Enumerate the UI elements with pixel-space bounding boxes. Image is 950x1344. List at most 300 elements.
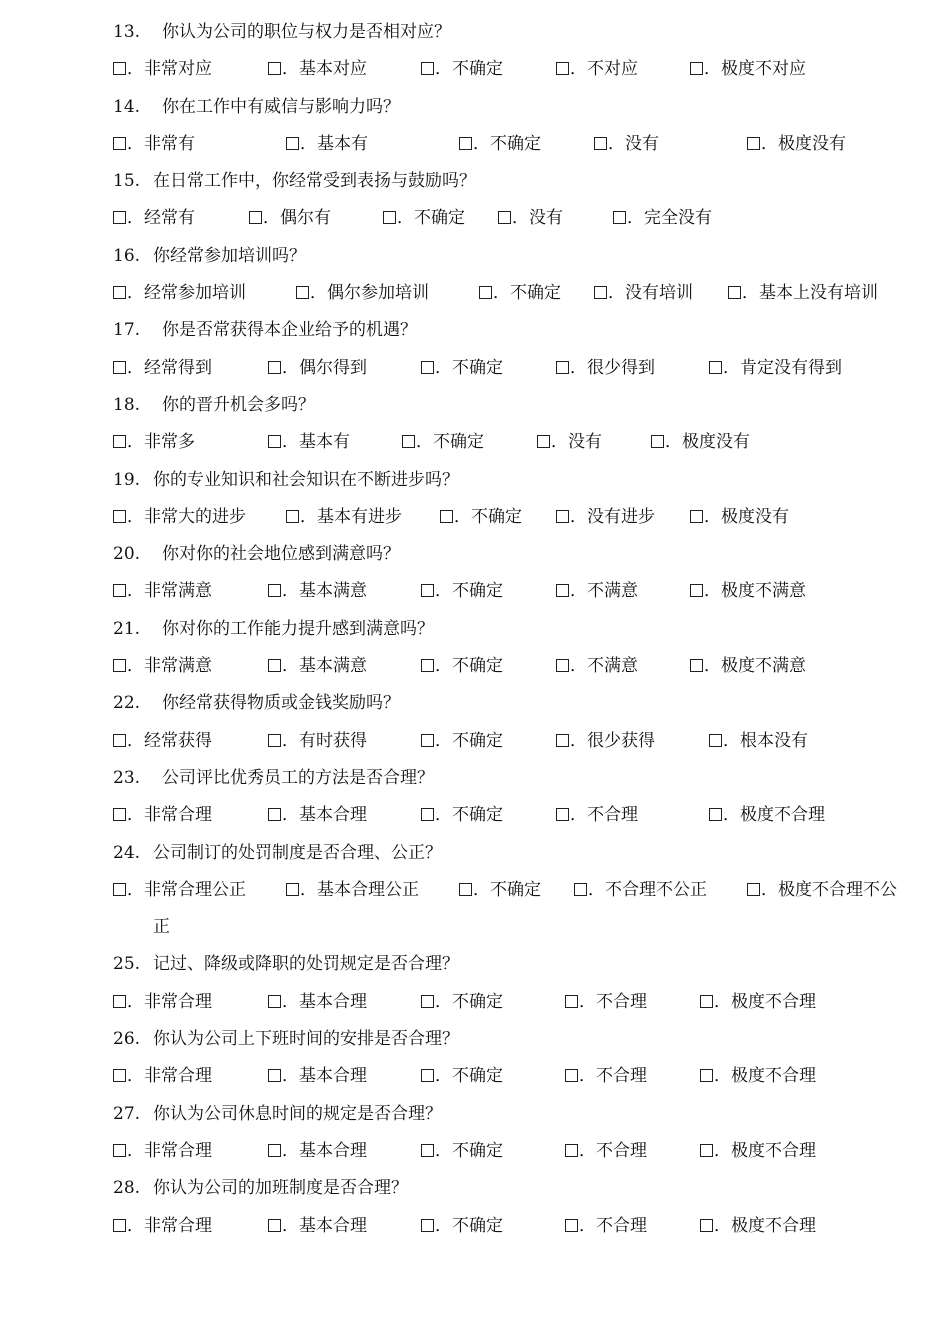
answer-option[interactable] [537,424,602,461]
checkbox[interactable] [268,808,281,821]
answer-option[interactable] [556,350,655,387]
answer-option[interactable] [113,648,212,685]
answer-option[interactable] [286,126,368,163]
option-label: 偶尔得到 [299,357,367,378]
option-separator: ． [435,1066,452,1087]
checkbox[interactable] [747,137,760,150]
option-label: 极度不合理 [740,805,825,826]
options-row [113,350,923,387]
option-label: 肯定没有得到 [740,357,842,378]
answer-option[interactable] [479,275,561,312]
answer-option[interactable] [113,872,246,909]
option-label: 极度没有 [778,133,846,154]
answer-option[interactable] [421,573,503,610]
option-separator: ． [127,1140,144,1161]
answer-option[interactable] [268,1058,367,1095]
checkbox[interactable] [556,734,569,747]
question-28 [113,1170,923,1207]
option-label: 经常得到 [144,357,212,378]
answer-option[interactable] [709,797,825,834]
checkbox[interactable] [421,1069,434,1082]
answer-option[interactable] [556,648,638,685]
option-label: 不确定 [510,283,561,304]
option-separator: ． [127,208,144,229]
answer-option[interactable] [690,51,806,88]
option-label: 不合理 [596,1140,647,1161]
option-label: 基本对应 [299,59,367,80]
checkbox[interactable] [556,808,569,821]
option-separator: ． [127,283,144,304]
question-number: 25. [113,954,141,975]
option-separator: ． [570,656,587,677]
answer-option[interactable] [421,648,503,685]
checkbox[interactable] [459,137,472,150]
option-separator: ． [310,283,327,304]
option-label: 极度不满意 [721,581,806,602]
answer-option[interactable] [113,424,195,461]
checkbox[interactable] [296,286,309,299]
checkbox[interactable] [268,1144,281,1157]
answer-option[interactable] [421,350,503,387]
option-separator: ． [435,1215,452,1236]
answer-option[interactable] [709,723,808,760]
answer-option[interactable] [700,984,816,1021]
option-label: 不合理 [596,1066,647,1087]
options-row [113,984,923,1021]
question-text: 你在工作中有威信与影响力吗？ [162,96,400,117]
answer-option[interactable] [421,984,503,1021]
option-separator: ． [608,283,625,304]
question-text: 你经常获得物质或金钱奖励吗？ [162,693,400,714]
option-separator: ． [570,805,587,826]
question-20 [113,536,923,573]
checkbox[interactable] [113,1219,126,1232]
checkbox[interactable] [651,435,664,448]
option-label: 不对应 [587,59,638,80]
answer-option[interactable] [440,499,522,536]
option-separator: ． [435,656,452,677]
answer-option[interactable] [556,51,638,88]
question-number: 22. [113,693,141,714]
answer-option[interactable] [459,126,541,163]
question-text: 记过、降级或降职的处罚规定是否合理？ [153,954,459,975]
checkbox[interactable] [113,137,126,150]
option-separator: ． [723,730,740,751]
answer-option[interactable] [556,723,655,760]
option-separator: ． [579,991,596,1012]
checkbox[interactable] [113,1069,126,1082]
checkbox[interactable] [268,62,281,75]
answer-option[interactable] [574,872,707,909]
answer-option[interactable] [268,424,350,461]
answer-option[interactable] [296,275,429,312]
option-separator: ． [723,805,740,826]
question-text: 你经常参加培训吗？ [153,245,306,266]
answer-option[interactable] [690,499,789,536]
checkbox[interactable] [556,659,569,672]
answer-option[interactable] [268,350,367,387]
option-separator: ． [570,357,587,378]
option-label: 不合理 [596,1215,647,1236]
option-separator: ． [282,805,299,826]
answer-option[interactable] [113,723,212,760]
checkbox[interactable] [402,435,415,448]
checkbox[interactable] [268,995,281,1008]
option-label: 基本有进步 [317,506,402,527]
option-separator: ． [570,730,587,751]
checkbox[interactable] [421,659,434,672]
answer-option[interactable] [113,350,212,387]
checkbox[interactable] [268,1069,281,1082]
option-label: 不合理 [587,805,638,826]
answer-option[interactable] [268,573,367,610]
checkbox[interactable] [537,435,550,448]
question-number: 23. [113,767,141,788]
answer-option[interactable] [700,1058,816,1095]
question-21 [113,611,923,648]
option-label: 没有进步 [587,506,655,527]
option-separator: ． [263,208,280,229]
option-separator: ． [127,879,144,900]
option-separator: ． [300,133,317,154]
checkbox[interactable] [113,995,126,1008]
option-label-continuation: 正 [153,917,170,938]
options-row [113,499,923,536]
answer-option[interactable] [113,51,212,88]
checkbox[interactable] [113,435,126,448]
checkbox[interactable] [113,361,126,374]
checkbox[interactable] [113,659,126,672]
checkbox[interactable] [556,510,569,523]
option-label: 不确定 [452,1140,503,1161]
option-separator: ． [127,357,144,378]
option-label: 不满意 [587,581,638,602]
checkbox[interactable] [565,1069,578,1082]
answer-option[interactable] [268,1208,367,1245]
answer-option[interactable] [565,984,647,1021]
option-separator: ． [127,59,144,80]
checkbox[interactable] [421,361,434,374]
option-separator: ． [723,357,740,378]
option-separator: ． [714,991,731,1012]
answer-option[interactable] [249,200,331,237]
option-separator: ． [127,991,144,1012]
option-label: 基本合理 [299,1140,367,1161]
question-number: 20. [113,544,141,565]
option-separator: ． [435,805,452,826]
question-text: 你的专业知识和社会知识在不断进步吗？ [153,469,459,490]
checkbox[interactable] [728,286,741,299]
answer-option[interactable] [565,1133,647,1170]
checkbox[interactable] [113,883,126,896]
checkbox[interactable] [286,137,299,150]
question-22 [113,685,923,722]
question-number: 28. [113,1178,141,1199]
checkbox[interactable] [113,211,126,224]
question-text: 公司制订的处罚制度是否合理、公正？ [153,842,442,863]
option-label: 基本合理 [299,1066,367,1087]
checkbox[interactable] [286,883,299,896]
checkbox[interactable] [440,510,453,523]
option-label: 极度不对应 [721,59,806,80]
checkbox[interactable] [421,995,434,1008]
answer-option[interactable] [383,200,465,237]
option-separator: ． [551,432,568,453]
checkbox[interactable] [113,510,126,523]
option-separator: ． [473,879,490,900]
option-separator: ． [493,283,510,304]
checkbox[interactable] [113,584,126,597]
checkbox[interactable] [113,286,126,299]
option-separator: ． [435,357,452,378]
checkbox[interactable] [268,361,281,374]
question-number: 14. [113,96,141,117]
answer-option[interactable] [709,350,842,387]
answer-option[interactable] [113,573,212,610]
checkbox[interactable] [113,734,126,747]
question-number: 19. [113,469,141,490]
option-label: 不确定 [452,991,503,1012]
checkbox[interactable] [690,510,703,523]
option-label: 极度没有 [682,432,750,453]
option-separator: ． [282,991,299,1012]
answer-option[interactable] [268,648,367,685]
question-text: 你认为公司休息时间的规定是否合理？ [153,1103,442,1124]
option-separator: ． [435,581,452,602]
option-separator: ． [570,581,587,602]
option-label: 基本上没有培训 [759,283,878,304]
checkbox[interactable] [268,734,281,747]
question-23 [113,760,923,797]
option-separator: ． [761,879,778,900]
option-label: 完全没有 [644,208,712,229]
answer-option[interactable] [613,200,712,237]
option-label: 很少获得 [587,730,655,751]
option-label: 非常满意 [144,581,212,602]
option-label: 不合理不公正 [605,879,707,900]
answer-option[interactable] [268,51,367,88]
checkbox[interactable] [268,1219,281,1232]
answer-option[interactable] [268,723,367,760]
option-separator: ． [704,59,721,80]
checkbox[interactable] [747,883,760,896]
option-separator: ． [704,506,721,527]
answer-option[interactable] [421,797,503,834]
answer-option[interactable] [113,200,195,237]
checkbox[interactable] [709,734,722,747]
option-separator: ． [435,991,452,1012]
answer-option[interactable] [556,499,655,536]
option-label: 经常获得 [144,730,212,751]
answer-option[interactable] [268,1133,367,1170]
checkbox[interactable] [690,584,703,597]
question-24 [113,835,923,872]
option-label: 不满意 [587,656,638,677]
answer-option[interactable] [700,1208,816,1245]
question-number: 16. [113,245,141,266]
answer-option[interactable] [651,424,750,461]
answer-option[interactable] [747,872,897,909]
answer-option[interactable] [286,499,402,536]
answer-option[interactable] [565,1058,647,1095]
answer-option[interactable] [594,275,693,312]
answer-option[interactable] [690,573,806,610]
checkbox[interactable] [421,584,434,597]
checkbox[interactable] [700,1219,713,1232]
option-label: 基本合理公正 [317,879,419,900]
checkbox[interactable] [383,211,396,224]
option-separator: ． [473,133,490,154]
checkbox[interactable] [268,659,281,672]
option-separator: ． [127,656,144,677]
checkbox[interactable] [565,1144,578,1157]
checkbox[interactable] [700,995,713,1008]
answer-option[interactable] [268,984,367,1021]
option-label: 不确定 [490,133,541,154]
answer-option[interactable] [113,1058,212,1095]
answer-option[interactable] [113,126,195,163]
option-label: 根本没有 [740,730,808,751]
question-number: 21. [113,618,141,639]
answer-option[interactable] [459,872,541,909]
answer-option[interactable] [728,275,878,312]
option-separator: ． [282,357,299,378]
answer-option[interactable] [113,499,246,536]
checkbox[interactable] [700,1144,713,1157]
checkbox[interactable] [498,211,511,224]
option-label: 非常对应 [144,59,212,80]
answer-option[interactable] [556,573,638,610]
checkbox[interactable] [268,584,281,597]
question-14 [113,89,923,126]
question-text: 公司评比优秀员工的方法是否合理？ [162,767,434,788]
options-row [113,1058,923,1095]
checkbox[interactable] [421,808,434,821]
answer-option[interactable] [268,797,367,834]
option-label: 不合理 [596,991,647,1012]
checkbox[interactable] [556,584,569,597]
checkbox[interactable] [700,1069,713,1082]
option-separator: ． [704,656,721,677]
checkbox[interactable] [709,808,722,821]
checkbox[interactable] [459,883,472,896]
option-separator: ． [742,283,759,304]
option-separator: ． [435,1140,452,1161]
checkbox[interactable] [574,883,587,896]
question-text: 你认为公司的职位与权力是否相对应？ [162,22,451,42]
answer-option[interactable] [556,797,638,834]
option-separator: ． [282,656,299,677]
question-text: 你是否常获得本企业给予的机遇？ [162,320,417,341]
checkbox[interactable] [113,1144,126,1157]
options-row [113,797,923,834]
option-separator: ． [714,1215,731,1236]
checkbox[interactable] [690,659,703,672]
answer-option[interactable] [113,275,246,312]
answer-option[interactable] [113,1133,212,1170]
checkbox[interactable] [594,286,607,299]
checkbox[interactable] [286,510,299,523]
checkbox[interactable] [709,361,722,374]
answer-option[interactable] [421,51,503,88]
option-label: 基本有 [317,133,368,154]
option-label: 没有 [568,432,602,453]
checkbox[interactable] [113,808,126,821]
question-number: 27. [113,1103,141,1124]
checkbox[interactable] [113,62,126,75]
checkbox[interactable] [613,211,626,224]
checkbox[interactable] [421,734,434,747]
answer-option[interactable] [565,1208,647,1245]
option-separator: ． [579,1066,596,1087]
answer-option[interactable] [421,1208,503,1245]
option-separator: ． [416,432,433,453]
answer-option[interactable] [690,648,806,685]
question-number: 26. [113,1029,141,1050]
checkbox[interactable] [594,137,607,150]
checkbox[interactable] [556,62,569,75]
answer-option[interactable] [113,984,212,1021]
checkbox[interactable] [690,62,703,75]
options-row [113,648,923,685]
option-separator: ． [570,506,587,527]
answer-option[interactable] [421,1133,503,1170]
option-label: 非常合理 [144,991,212,1012]
question-number: 15. [113,171,141,192]
option-separator: ． [435,730,452,751]
checkbox[interactable] [479,286,492,299]
answer-option[interactable] [747,126,846,163]
option-label: 不确定 [490,879,541,900]
option-label: 非常合理 [144,1140,212,1161]
option-separator: ． [127,506,144,527]
answer-option[interactable] [286,872,419,909]
options-row [113,1208,923,1245]
checkbox[interactable] [421,1219,434,1232]
question-text: 你的晋升机会多吗？ [162,394,315,415]
answer-option[interactable] [421,723,503,760]
option-separator: ． [579,1140,596,1161]
question-18 [113,387,923,424]
option-separator: ． [588,879,605,900]
answer-option[interactable] [113,797,212,834]
checkbox[interactable] [268,435,281,448]
checkbox[interactable] [421,1144,434,1157]
options-row [113,126,923,163]
options-row [113,275,923,312]
checkbox[interactable] [556,361,569,374]
option-separator: ． [282,1140,299,1161]
question-text: 在日常工作中，你经常受到表扬与鼓励吗？ [153,171,476,192]
answer-option[interactable] [594,126,659,163]
checkbox[interactable] [565,1219,578,1232]
checkbox[interactable] [249,211,262,224]
checkbox[interactable] [421,62,434,75]
answer-option[interactable] [498,200,563,237]
answer-option[interactable] [402,424,484,461]
question-16 [113,238,923,275]
option-label: 非常有 [144,133,195,154]
option-label: 非常满意 [144,656,212,677]
option-separator: ． [665,432,682,453]
option-label: 没有 [625,133,659,154]
checkbox[interactable] [565,995,578,1008]
answer-option[interactable] [700,1133,816,1170]
option-separator: ． [761,133,778,154]
answer-option[interactable] [113,1208,212,1245]
answer-option[interactable] [421,1058,503,1095]
option-separator: ． [282,1066,299,1087]
